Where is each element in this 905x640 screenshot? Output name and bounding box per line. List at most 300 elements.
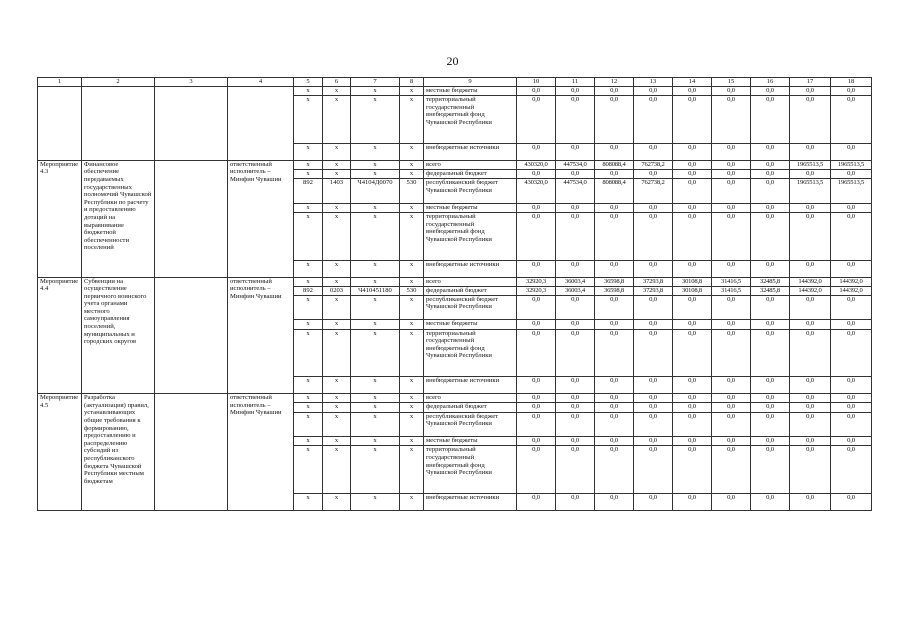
amount-cell: 0,0	[790, 87, 831, 96]
amount-cell: 0,0	[673, 203, 712, 212]
funding-source: территориальный государственный внебюджетный фонд Чувашской Республики	[424, 96, 517, 144]
amount-cell: 0,0	[790, 403, 831, 412]
budget-code-c7: x	[351, 320, 400, 329]
budget-code-c8: x	[400, 377, 424, 394]
participant-cell	[155, 160, 228, 277]
column-number-2: 2	[82, 78, 155, 87]
budget-code-c5: x	[294, 377, 323, 394]
amount-cell: 0,0	[556, 437, 595, 446]
amount-cell: 0,0	[712, 329, 751, 377]
amount-cell: 0,0	[673, 295, 712, 320]
budget-code-c8: x	[400, 96, 424, 144]
amount-cell: 0,0	[556, 87, 595, 96]
budget-code-c7: x	[351, 295, 400, 320]
amount-cell: 762738,2	[634, 160, 673, 169]
amount-cell: 0,0	[751, 212, 790, 260]
budget-code-c6: x	[323, 329, 351, 377]
amount-cell: 0,0	[712, 143, 751, 160]
amount-cell: 0,0	[556, 377, 595, 394]
amount-cell: 0,0	[673, 320, 712, 329]
budget-code-c8: x	[400, 329, 424, 377]
budget-code-c7: x	[351, 87, 400, 96]
budget-code-c7: x	[351, 212, 400, 260]
amount-cell: 0,0	[517, 203, 556, 212]
column-number-17: 17	[790, 78, 831, 87]
budget-code-c8: 530	[400, 286, 424, 295]
column-number-4: 4	[228, 78, 294, 87]
budget-code-c7: Ч410451180	[351, 286, 400, 295]
amount-cell: 0,0	[673, 179, 712, 204]
amount-cell: 0,0	[595, 169, 634, 178]
budget-code-c6: 1403	[323, 179, 351, 204]
amount-cell: 0,0	[831, 169, 872, 178]
amount-cell: 430320,0	[517, 179, 556, 204]
funding-source: всего	[424, 277, 517, 286]
funding-source: местные бюджеты	[424, 437, 517, 446]
amount-cell: 0,0	[556, 329, 595, 377]
amount-cell: 32485,8	[751, 286, 790, 295]
amount-cell: 0,0	[712, 394, 751, 403]
amount-cell: 0,0	[556, 394, 595, 403]
budget-code-c7: x	[351, 446, 400, 494]
amount-cell: 0,0	[556, 96, 595, 144]
budget-code-c8: x	[400, 320, 424, 329]
amount-cell: 0,0	[673, 96, 712, 144]
funding-source: внебюджетные источники	[424, 377, 517, 394]
budget-code-c6: x	[323, 320, 351, 329]
budget-code-c8: x	[400, 403, 424, 412]
amount-cell: 32920,3	[517, 277, 556, 286]
amount-cell: 0,0	[673, 377, 712, 394]
amount-cell: 0,0	[712, 169, 751, 178]
amount-cell: 0,0	[831, 295, 872, 320]
amount-cell: 0,0	[831, 329, 872, 377]
amount-cell: 0,0	[790, 446, 831, 494]
budget-code-c5: x	[294, 260, 323, 277]
participant-cell	[155, 394, 228, 511]
column-number-14: 14	[673, 78, 712, 87]
table-header	[38, 78, 872, 87]
amount-cell: 0,0	[751, 143, 790, 160]
amount-cell: 1965513,5	[790, 179, 831, 204]
amount-cell: 144392,0	[790, 286, 831, 295]
budget-code-c8: x	[400, 212, 424, 260]
funding-source: всего	[424, 394, 517, 403]
amount-cell: 37293,8	[634, 286, 673, 295]
budget-code-c7: x	[351, 412, 400, 437]
budget-code-c6: x	[323, 295, 351, 320]
amount-cell: 1965513,5	[831, 179, 872, 204]
amount-cell: 430320,0	[517, 160, 556, 169]
budget-code-c8: x	[400, 394, 424, 403]
amount-cell: 32920,3	[517, 286, 556, 295]
table-row	[38, 160, 872, 169]
amount-cell: 1965513,5	[831, 160, 872, 169]
amount-cell: 0,0	[751, 394, 790, 403]
activity-name: Субвенции на осуществление первичного воинского учета органами местного самоуправления поселений, муниципальных и городских округов	[82, 277, 155, 394]
budget-code-c5: x	[294, 403, 323, 412]
amount-cell: 0,0	[517, 260, 556, 277]
amount-cell: 0,0	[595, 96, 634, 144]
amount-cell: 808088,4	[595, 160, 634, 169]
amount-cell: 0,0	[673, 87, 712, 96]
amount-cell: 0,0	[712, 179, 751, 204]
amount-cell: 0,0	[556, 494, 595, 511]
budget-code-c7: x	[351, 437, 400, 446]
budget-code-c7: x	[351, 160, 400, 169]
budget-code-c8: x	[400, 494, 424, 511]
amount-cell: 0,0	[634, 320, 673, 329]
amount-cell: 0,0	[517, 169, 556, 178]
funding-source: территориальный государственный внебюджетный фонд Чувашской Республики	[424, 212, 517, 260]
amount-cell: 0,0	[831, 96, 872, 144]
amount-cell: 0,0	[751, 169, 790, 178]
amount-cell: 0,0	[556, 169, 595, 178]
budget-code-c8: x	[400, 412, 424, 437]
amount-cell: 0,0	[595, 143, 634, 160]
budget-code-c6: x	[323, 437, 351, 446]
amount-cell: 0,0	[751, 160, 790, 169]
activity-label: Мероприятие 4.4	[38, 277, 82, 394]
amount-cell: 0,0	[634, 377, 673, 394]
amount-cell: 0,0	[517, 394, 556, 403]
amount-cell: 0,0	[634, 169, 673, 178]
column-number-10: 10	[517, 78, 556, 87]
amount-cell: 0,0	[556, 295, 595, 320]
amount-cell: 0,0	[751, 320, 790, 329]
column-number-row	[38, 78, 872, 87]
amount-cell: 0,0	[790, 212, 831, 260]
amount-cell: 0,0	[712, 437, 751, 446]
amount-cell: 0,0	[634, 295, 673, 320]
column-number-1: 1	[38, 78, 82, 87]
amount-cell: 762738,2	[634, 179, 673, 204]
amount-cell: 0,0	[673, 329, 712, 377]
budget-code-c6: 0203	[323, 286, 351, 295]
amount-cell: 36598,8	[595, 286, 634, 295]
amount-cell: 0,0	[751, 437, 790, 446]
amount-cell: 0,0	[517, 494, 556, 511]
budget-code-c6: x	[323, 169, 351, 178]
amount-cell: 0,0	[751, 403, 790, 412]
amount-cell: 0,0	[556, 446, 595, 494]
budget-code-c6: x	[323, 412, 351, 437]
amount-cell: 0,0	[712, 203, 751, 212]
amount-cell: 0,0	[712, 412, 751, 437]
budget-code-c6: x	[323, 277, 351, 286]
amount-cell: 0,0	[634, 212, 673, 260]
amount-cell: 0,0	[556, 143, 595, 160]
budget-code-c5: x	[294, 295, 323, 320]
column-number-16: 16	[751, 78, 790, 87]
amount-cell: 0,0	[556, 260, 595, 277]
amount-cell: 0,0	[751, 494, 790, 511]
amount-cell: 0,0	[595, 437, 634, 446]
budget-code-c7: x	[351, 394, 400, 403]
amount-cell: 30108,8	[673, 286, 712, 295]
amount-cell: 0,0	[634, 203, 673, 212]
column-number-12: 12	[595, 78, 634, 87]
amount-cell: 0,0	[595, 212, 634, 260]
amount-cell: 0,0	[751, 295, 790, 320]
funding-source: республиканский бюджет Чувашской Республики	[424, 295, 517, 320]
amount-cell: 0,0	[712, 320, 751, 329]
amount-cell: 0,0	[634, 403, 673, 412]
budget-code-c8: x	[400, 160, 424, 169]
amount-cell: 0,0	[751, 96, 790, 144]
amount-cell: 0,0	[595, 87, 634, 96]
activity-label: Мероприятие 4.5	[38, 394, 82, 511]
amount-cell: 0,0	[517, 320, 556, 329]
budget-code-c7: x	[351, 377, 400, 394]
amount-cell: 0,0	[556, 212, 595, 260]
amount-cell: 0,0	[634, 437, 673, 446]
amount-cell: 32485,8	[751, 277, 790, 286]
column-number-6: 6	[323, 78, 351, 87]
column-number-11: 11	[556, 78, 595, 87]
budget-code-c6: x	[323, 203, 351, 212]
amount-cell: 0,0	[595, 412, 634, 437]
amount-cell: 0,0	[712, 377, 751, 394]
amount-cell: 0,0	[790, 377, 831, 394]
column-number-8: 8	[400, 78, 424, 87]
funding-source: внебюджетные источники	[424, 143, 517, 160]
funding-source: внебюджетные источники	[424, 260, 517, 277]
budget-code-c7: x	[351, 329, 400, 377]
amount-cell: 0,0	[673, 169, 712, 178]
budget-code-c6: x	[323, 87, 351, 96]
activity-executor: ответственный исполнитель – Минфин Чувашии	[228, 394, 294, 511]
funding-source: местные бюджеты	[424, 87, 517, 96]
amount-cell: 0,0	[712, 494, 751, 511]
budget-code-c7: Ч4104Д0070	[351, 179, 400, 204]
amount-cell: 0,0	[831, 446, 872, 494]
amount-cell: 0,0	[634, 329, 673, 377]
amount-cell: 0,0	[673, 412, 712, 437]
amount-cell: 0,0	[517, 143, 556, 160]
amount-cell: 0,0	[712, 403, 751, 412]
amount-cell: 0,0	[751, 329, 790, 377]
amount-cell: 0,0	[831, 320, 872, 329]
activity-name: Разработка (актуализация) правил, устанавливающих общие требования к формированию, предоставлению и распределению субсидий из республиканского бюджета Чувашской Республики местным бюджетам	[82, 394, 155, 511]
budget-code-c5: 892	[294, 179, 323, 204]
budget-code-c7: x	[351, 143, 400, 160]
amount-cell: 0,0	[831, 437, 872, 446]
budget-code-c6: x	[323, 96, 351, 144]
amount-cell: 0,0	[517, 377, 556, 394]
amount-cell: 0,0	[712, 446, 751, 494]
amount-cell: 0,0	[790, 143, 831, 160]
budget-code-c7: x	[351, 203, 400, 212]
amount-cell: 0,0	[634, 446, 673, 494]
amount-cell: 0,0	[517, 329, 556, 377]
amount-cell: 0,0	[831, 377, 872, 394]
budget-code-c6: x	[323, 212, 351, 260]
amount-cell: 0,0	[673, 403, 712, 412]
amount-cell: 0,0	[595, 446, 634, 494]
amount-cell: 0,0	[595, 295, 634, 320]
amount-cell: 0,0	[673, 143, 712, 160]
funding-source: территориальный государственный внебюджетный фонд Чувашской Республики	[424, 329, 517, 377]
budget-code-c5: x	[294, 96, 323, 144]
funding-source: местные бюджеты	[424, 320, 517, 329]
amount-cell: 0,0	[556, 403, 595, 412]
amount-cell: 0,0	[831, 412, 872, 437]
budget-code-c8: x	[400, 143, 424, 160]
amount-cell: 0,0	[673, 212, 712, 260]
budget-code-c7: x	[351, 96, 400, 144]
amount-cell: 0,0	[790, 169, 831, 178]
budget-code-c5: x	[294, 277, 323, 286]
budget-code-c5: x	[294, 437, 323, 446]
amount-cell: 0,0	[517, 295, 556, 320]
amount-cell: 0,0	[790, 295, 831, 320]
funding-source: федеральный бюджет	[424, 169, 517, 178]
budget-code-c8: x	[400, 87, 424, 96]
amount-cell: 0,0	[556, 320, 595, 329]
amount-cell: 0,0	[831, 403, 872, 412]
amount-cell: 808088,4	[595, 179, 634, 204]
budget-code-c8: x	[400, 203, 424, 212]
budget-code-c6: x	[323, 160, 351, 169]
budget-code-c8: x	[400, 446, 424, 494]
amount-cell: 0,0	[517, 96, 556, 144]
budget-code-c5: x	[294, 329, 323, 377]
budget-code-c5: x	[294, 320, 323, 329]
amount-cell: 0,0	[751, 179, 790, 204]
budget-code-c6: x	[323, 143, 351, 160]
amount-cell: 0,0	[595, 329, 634, 377]
amount-cell: 0,0	[634, 143, 673, 160]
amount-cell: 0,0	[831, 203, 872, 212]
budget-code-c8: x	[400, 260, 424, 277]
amount-cell: 0,0	[595, 494, 634, 511]
column-number-15: 15	[712, 78, 751, 87]
amount-cell: 144392,0	[831, 277, 872, 286]
amount-cell: 0,0	[556, 412, 595, 437]
amount-cell: 0,0	[634, 412, 673, 437]
budget-code-c5: x	[294, 87, 323, 96]
budget-code-c6: x	[323, 403, 351, 412]
funding-source: всего	[424, 160, 517, 169]
amount-cell: 0,0	[712, 295, 751, 320]
budget-code-c5: x	[294, 203, 323, 212]
activity-executor: ответственный исполнитель – Минфин Чувашии	[228, 160, 294, 277]
amount-cell: 0,0	[595, 394, 634, 403]
table-row	[38, 277, 872, 286]
column-number-7: 7	[351, 78, 400, 87]
budget-code-c5: x	[294, 446, 323, 494]
amount-cell: 0,0	[790, 394, 831, 403]
amount-cell: 0,0	[673, 160, 712, 169]
budget-code-c8: 530	[400, 179, 424, 204]
budget-code-c5: x	[294, 169, 323, 178]
amount-cell: 0,0	[712, 87, 751, 96]
amount-cell: 36003,4	[556, 286, 595, 295]
participant-cell	[155, 277, 228, 394]
amount-cell: 0,0	[595, 260, 634, 277]
budget-code-c8: x	[400, 169, 424, 178]
budget-code-c5: x	[294, 212, 323, 260]
amount-cell: 0,0	[831, 394, 872, 403]
funding-source: федеральный бюджет	[424, 403, 517, 412]
amount-cell: 0,0	[751, 446, 790, 494]
amount-cell: 0,0	[751, 377, 790, 394]
table-row	[38, 394, 872, 403]
activity-label: Мероприятие 4.3	[38, 160, 82, 277]
amount-cell: 0,0	[595, 203, 634, 212]
funding-source: республиканский бюджет Чувашской Республики	[424, 179, 517, 204]
column-number-18: 18	[831, 78, 872, 87]
amount-cell: 0,0	[673, 446, 712, 494]
budget-code-c7: x	[351, 403, 400, 412]
amount-cell: 0,0	[634, 394, 673, 403]
amount-cell: 0,0	[634, 260, 673, 277]
budget-code-c6: x	[323, 394, 351, 403]
amount-cell: 0,0	[595, 377, 634, 394]
amount-cell: 31416,5	[712, 277, 751, 286]
amount-cell: 0,0	[751, 203, 790, 212]
amount-cell: 0,0	[517, 437, 556, 446]
budget-code-c8: x	[400, 437, 424, 446]
empty-cell	[155, 87, 228, 161]
budget-code-c5: 892	[294, 286, 323, 295]
column-number-13: 13	[634, 78, 673, 87]
activity-executor: ответственный исполнитель – Минфин Чувашии	[228, 277, 294, 394]
amount-cell: 0,0	[556, 203, 595, 212]
amount-cell: 447534,0	[556, 179, 595, 204]
amount-cell: 0,0	[673, 437, 712, 446]
budget-table	[37, 77, 872, 511]
column-number-9: 9	[424, 78, 517, 87]
amount-cell: 447534,0	[556, 160, 595, 169]
amount-cell: 0,0	[712, 96, 751, 144]
funding-source: федеральный бюджет	[424, 286, 517, 295]
amount-cell: 0,0	[634, 87, 673, 96]
amount-cell: 37293,8	[634, 277, 673, 286]
amount-cell: 0,0	[517, 403, 556, 412]
amount-cell: 1965513,5	[790, 160, 831, 169]
amount-cell: 0,0	[634, 494, 673, 511]
amount-cell: 0,0	[517, 412, 556, 437]
amount-cell: 0,0	[751, 260, 790, 277]
amount-cell: 0,0	[790, 320, 831, 329]
empty-cell	[228, 87, 294, 161]
amount-cell: 0,0	[751, 87, 790, 96]
column-number-5: 5	[294, 78, 323, 87]
budget-code-c7: x	[351, 169, 400, 178]
activity-name: Финансовое обеспечение передаваемых государственных полномочий Чувашской Республики по расчету и предоставлению дотаций на выравнивание бюджетной обеспеченности поселений	[82, 160, 155, 277]
amount-cell: 0,0	[790, 203, 831, 212]
amount-cell: 0,0	[595, 320, 634, 329]
budget-code-c8: x	[400, 295, 424, 320]
amount-cell: 0,0	[673, 494, 712, 511]
budget-code-c7: x	[351, 494, 400, 511]
amount-cell: 0,0	[790, 260, 831, 277]
empty-cell	[82, 87, 155, 161]
amount-cell: 144392,0	[831, 286, 872, 295]
empty-cell	[38, 87, 82, 161]
amount-cell: 0,0	[790, 329, 831, 377]
amount-cell: 30108,8	[673, 277, 712, 286]
budget-code-c6: x	[323, 377, 351, 394]
amount-cell: 0,0	[673, 394, 712, 403]
funding-source: местные бюджеты	[424, 203, 517, 212]
funding-source: территориальный государственный внебюджетный фонд Чувашской Республики	[424, 446, 517, 494]
budget-code-c5: x	[294, 494, 323, 511]
budget-code-c6: x	[323, 260, 351, 277]
amount-cell: 0,0	[517, 446, 556, 494]
